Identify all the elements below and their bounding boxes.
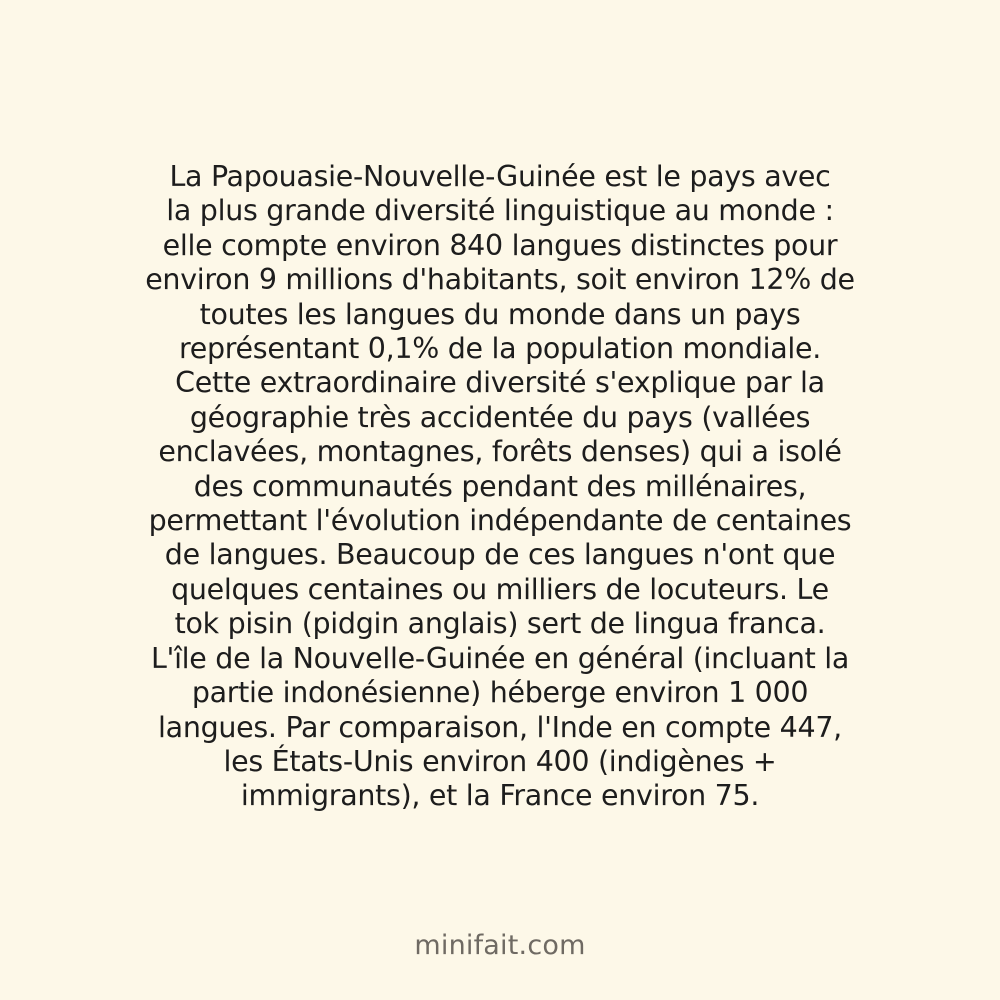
fact-line: Cette extraordinaire diversité s'explique par la [175,366,825,400]
fact-line: quelques centaines ou milliers de locuteurs. Le [171,572,829,606]
fact-line: L'île de la Nouvelle-Guinée en général (incluant la [150,641,850,675]
fact-line: La Papouasie-Nouvelle-Guinée est le pays avec [169,160,831,193]
fact-line: permettant l'évolution indépendante de centaines [148,504,852,538]
fact-text [60,160,940,814]
fact-line: environ 9 millions d'habitants, soit environ 12% de [145,263,855,297]
fact-line: immigrants), et la France environ 75. [240,779,760,813]
fact-line: géographie très accidentée du pays (vallées [189,400,811,434]
fact-line: représentant 0,1% de la population mondiale. [178,332,822,366]
fact-line: des communautés pendant des millénaires, [193,469,807,503]
fact-line: langues. Par comparaison, l'Inde en compte 447, [158,710,842,744]
fact-line: partie indonésienne) héberge environ 1 000 [191,676,809,710]
fact-line: toutes les langues du monde dans un pays [199,297,801,331]
fact-line: tok pisin (pidgin anglais) sert de lingua franca. [174,607,826,641]
fact-line: la plus grande diversité linguistique au monde : [166,194,834,228]
fact-line: de langues. Beaucoup de ces langues n'ont que [164,538,836,572]
site-watermark: minifait.com [414,930,586,961]
fact-line: les États-Unis environ 400 (indigènes + [223,744,777,778]
fact-line: elle compte environ 840 langues distinctes pour [162,228,838,262]
fact-line: enclavées, montagnes, forêts denses) qui a isolé [158,435,842,469]
